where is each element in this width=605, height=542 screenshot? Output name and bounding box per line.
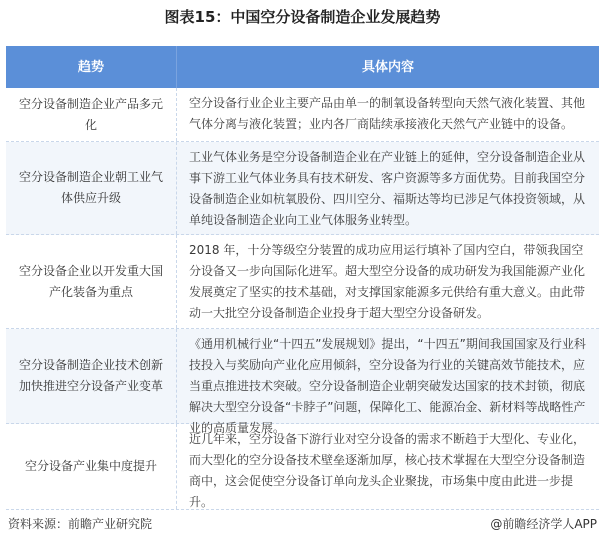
content-cell: 2018 年，十分等级空分装置的成功应用运行填补了国内空白，带领我国空分设备又一步向国际化进军。超大型空分设备的成功研发为我国能源产业化发展奠定了坚实的技术基础，对支撑国家能源多元供给有重大意义。由此带动一大批空分设备制造企业投身于超大型空分设备研发。 <box>189 243 586 320</box>
content-cell: 空分设备行业企业主要产品由单一的制氧设备转型向天然气液化装置、其他气体分离与液化装置；业内各厂商陆续承接液化天然气产业链中的设备。 <box>189 96 586 131</box>
source-note: 资料来源：前瞻产业研究院 <box>8 517 153 531</box>
table-row <box>6 235 599 329</box>
trend-cell: 空分设备制造企业产品多元化 <box>6 88 177 141</box>
table-row <box>6 329 599 435</box>
table-header <box>6 46 599 88</box>
trend-cell: 空分设备产业集中度提升 <box>6 424 177 509</box>
table-row <box>6 142 599 235</box>
chart-title: 图表15：中国空分设备制造企业发展趋势 <box>164 8 441 26</box>
table-row <box>6 424 599 510</box>
content-cell: 工业气体业务是空分设备制造企业在产业链上的延伸，空分设备制造企业从事下游工业气体业务具有技术研发、客户资源等多方面优势。目前我国空分设备制造企业如杭氧股份、四川空分、福斯达等均已涉足气体投资领域，从单纯设备制造企业向工业气体服务业转型。 <box>189 150 586 227</box>
trend-cell: 空分设备制造企业技术创新加快推进空分设备产业变革 <box>6 329 177 423</box>
header-trend: 趋势 <box>6 46 177 88</box>
content-cell: 《通用机械行业“十四五”发展规划》提出，“十四五”期间我国国家及行业科技投入与奖励向产业化应用倾斜，空分设备为行业的关键高效节能技术，应当重点推进技术突破。空分设备制造企业朝突破发达国家的技术封锁，彻底解决大型空分设备“卡脖子”问题，保障化工、能源冶金、新材料等战略性产业的高质量发展。 <box>189 337 586 435</box>
header-content: 具体内容 <box>361 59 414 75</box>
trend-cell: 空分设备制造企业朝工业气体供应升级 <box>6 142 177 234</box>
content-cell: 近几年来，空分设备下游行业对空分设备的需求不断趋于大型化、专业化，而大型化的空分设备技术壁垒逐渐加厚，核心技术掌握在大型空分设备制造商中，这会促使空分设备订单向龙头企业聚拢，市场集中度由此进一步提升。 <box>189 432 586 509</box>
trend-cell: 空分设备企业以开发重大国产化装备为重点 <box>6 235 177 328</box>
brand-credit: @前瞻经济学人APP <box>490 517 597 531</box>
table-row <box>6 88 599 142</box>
trend-table <box>6 46 599 510</box>
